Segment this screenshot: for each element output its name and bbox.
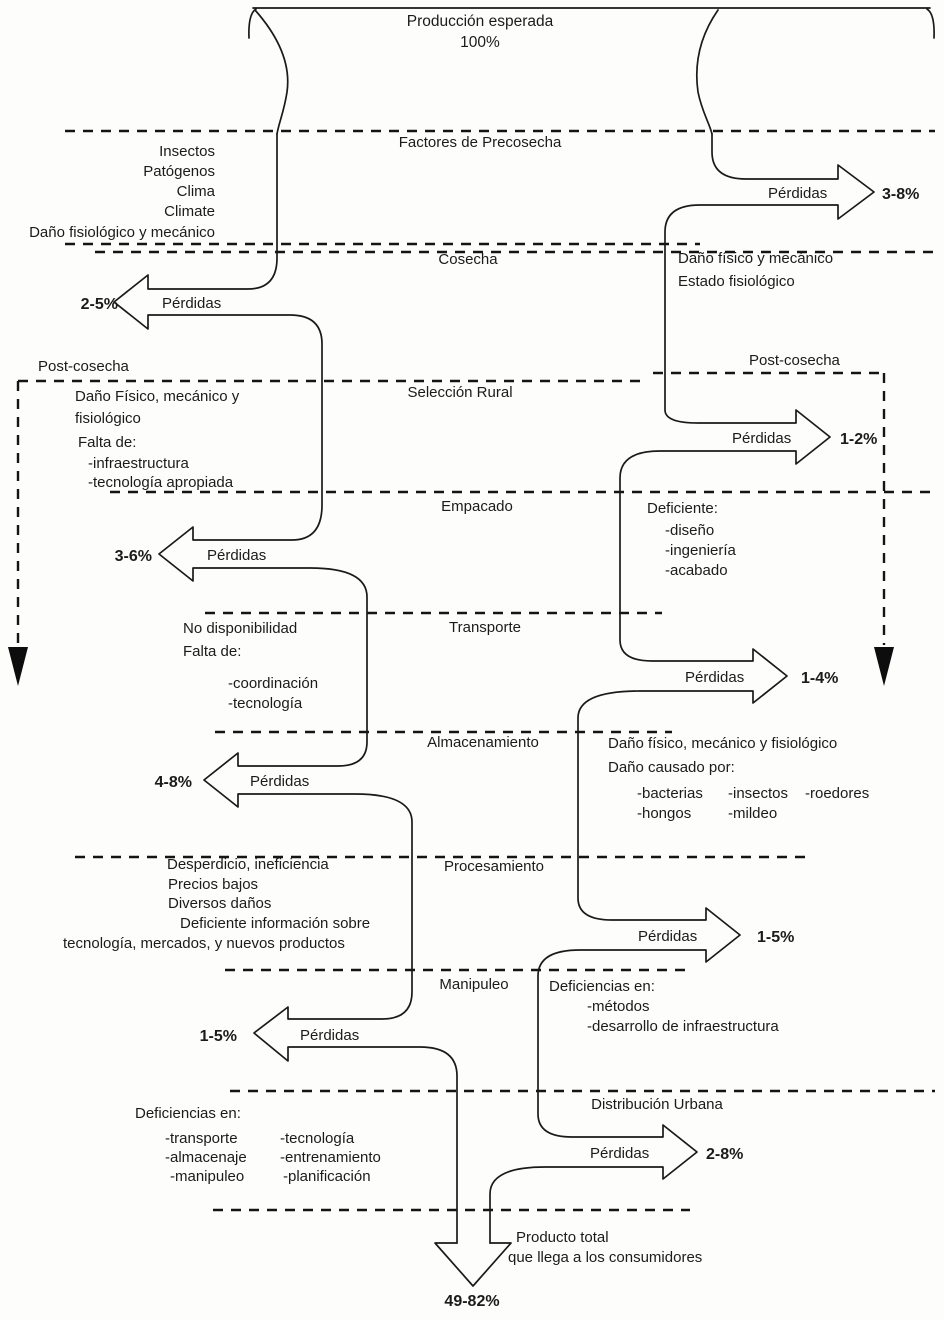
note-empacado: -acabado xyxy=(665,562,728,579)
note-precosecha: Daño fisiológico y mecánico xyxy=(29,224,215,241)
note-manipuleo: -desarrollo de infraestructura xyxy=(587,1018,779,1035)
note-distribucion: -manipuleo xyxy=(170,1168,245,1185)
stage-label-distribucion: Distribución Urbana xyxy=(591,1096,723,1113)
final-down-arrow xyxy=(435,1243,511,1286)
postcosecha-label-left: Post-cosecha xyxy=(38,358,129,375)
footer-line2: que llega a los consumidores xyxy=(508,1249,703,1266)
note-almacenamiento: -insectos xyxy=(728,785,789,802)
stage-label-seleccion: Selección Rural xyxy=(407,384,513,401)
note-transporte: -coordinación xyxy=(228,675,319,692)
loss-value-almacenamiento: 4-8% xyxy=(154,774,192,791)
note-cosecha: Daño físico y mecánico xyxy=(678,250,834,267)
loss-value-procesamiento: 1-5% xyxy=(757,929,795,946)
loss-label-procesamiento: Pérdidas xyxy=(638,928,698,945)
note-empacado: -ingeniería xyxy=(665,542,736,559)
note-manipuleo: -métodos xyxy=(587,998,650,1015)
flow-stream-right xyxy=(490,134,874,1243)
loss-label-distribucion: Pérdidas xyxy=(590,1145,650,1162)
loss-value-seleccion: 1-2% xyxy=(840,431,878,448)
note-almacenamiento: Daño físico, mecánico y fisiológico xyxy=(608,735,838,752)
note-transporte: -tecnología xyxy=(228,695,303,712)
note-procesamiento: Diversos daños xyxy=(168,895,272,912)
note-almacenamiento: -bacterias xyxy=(637,785,703,802)
loss-value-transporte: 1-4% xyxy=(801,670,839,687)
note-precosecha: Insectos xyxy=(159,143,215,160)
note-almacenamiento: Daño causado por: xyxy=(608,759,735,776)
stage-label-cosecha: Cosecha xyxy=(438,251,498,268)
note-cosecha: Estado fisiológico xyxy=(678,273,795,290)
note-distribucion: -tecnología xyxy=(280,1130,355,1147)
top-border-line xyxy=(249,8,934,38)
note-empacado: Deficiente: xyxy=(647,500,718,517)
footer-total-value: 49-82% xyxy=(444,1293,500,1310)
stage-label-precosecha: Factores de Precosecha xyxy=(398,134,562,151)
note-precosecha: Patógenos xyxy=(143,163,215,180)
note-distribucion: -planificación xyxy=(283,1168,371,1185)
note-distribucion: -entrenamiento xyxy=(280,1149,381,1166)
note-procesamiento: Precios bajos xyxy=(168,876,259,893)
loss-label-transporte: Pérdidas xyxy=(685,669,745,686)
note-seleccion: -tecnología apropiada xyxy=(88,474,234,491)
loss-label-manipuleo: Pérdidas xyxy=(300,1027,360,1044)
loss-label-almacenamiento: Pérdidas xyxy=(250,773,310,790)
note-precosecha: Clima xyxy=(176,183,215,200)
loss-value-empacado: 3-6% xyxy=(114,548,152,565)
note-procesamiento: Desperdicio, ineficiencia xyxy=(167,856,329,873)
funnel-right-neck xyxy=(697,10,718,134)
loss-label-seleccion: Pérdidas xyxy=(732,430,792,447)
note-transporte: No disponibilidad xyxy=(183,620,298,637)
loss-label-empacado: Pérdidas xyxy=(207,547,267,564)
note-distribucion: Deficiencias en: xyxy=(135,1105,241,1122)
note-seleccion: fisiológico xyxy=(75,410,141,427)
note-seleccion: Falta de: xyxy=(78,434,137,451)
stage-label-transporte: Transporte xyxy=(449,619,521,636)
footer-line1: Producto total xyxy=(516,1229,609,1246)
note-empacado: -diseño xyxy=(665,522,715,539)
postcosecha-left-down-arrow-icon xyxy=(8,647,28,686)
note-seleccion: -infraestructura xyxy=(88,455,189,472)
note-manipuleo: Deficiencias en: xyxy=(549,978,655,995)
note-almacenamiento: -mildeo xyxy=(728,805,778,822)
stage-label-empacado: Empacado xyxy=(441,498,513,515)
note-distribucion: -transporte xyxy=(165,1130,238,1147)
postcosecha-right-down-arrow-icon xyxy=(874,647,894,686)
loss-value-manipuleo: 1-5% xyxy=(199,1028,237,1045)
note-distribucion: -almacenaje xyxy=(165,1149,247,1166)
loss-value-distribucion: 2-8% xyxy=(706,1146,744,1163)
note-procesamiento: Deficiente información sobre xyxy=(180,915,371,932)
note-almacenamiento: -roedores xyxy=(805,785,870,802)
stage-label-procesamiento: Procesamiento xyxy=(443,858,545,875)
note-precosecha: Climate xyxy=(164,203,215,220)
title-line1: Producción esperada xyxy=(406,13,554,30)
note-procesamiento: tecnología, mercados, y nuevos productos xyxy=(63,935,345,952)
title-line2: 100% xyxy=(460,34,500,51)
funnel-left-neck xyxy=(255,10,288,134)
postcosecha-label-right: Post-cosecha xyxy=(749,352,840,369)
stage-label-manipuleo: Manipuleo xyxy=(439,976,509,993)
note-seleccion: Daño Físico, mecánico y xyxy=(75,388,240,405)
loss-label-precosecha: Pérdidas xyxy=(768,185,828,202)
stage-label-almacenamiento: Almacenamiento xyxy=(427,734,539,751)
loss-value-precosecha: 3-8% xyxy=(882,186,920,203)
loss-label-cosecha: Pérdidas xyxy=(162,295,222,312)
note-almacenamiento: -hongos xyxy=(637,805,692,822)
note-transporte: Falta de: xyxy=(183,643,242,660)
loss-value-cosecha: 2-5% xyxy=(80,296,118,313)
